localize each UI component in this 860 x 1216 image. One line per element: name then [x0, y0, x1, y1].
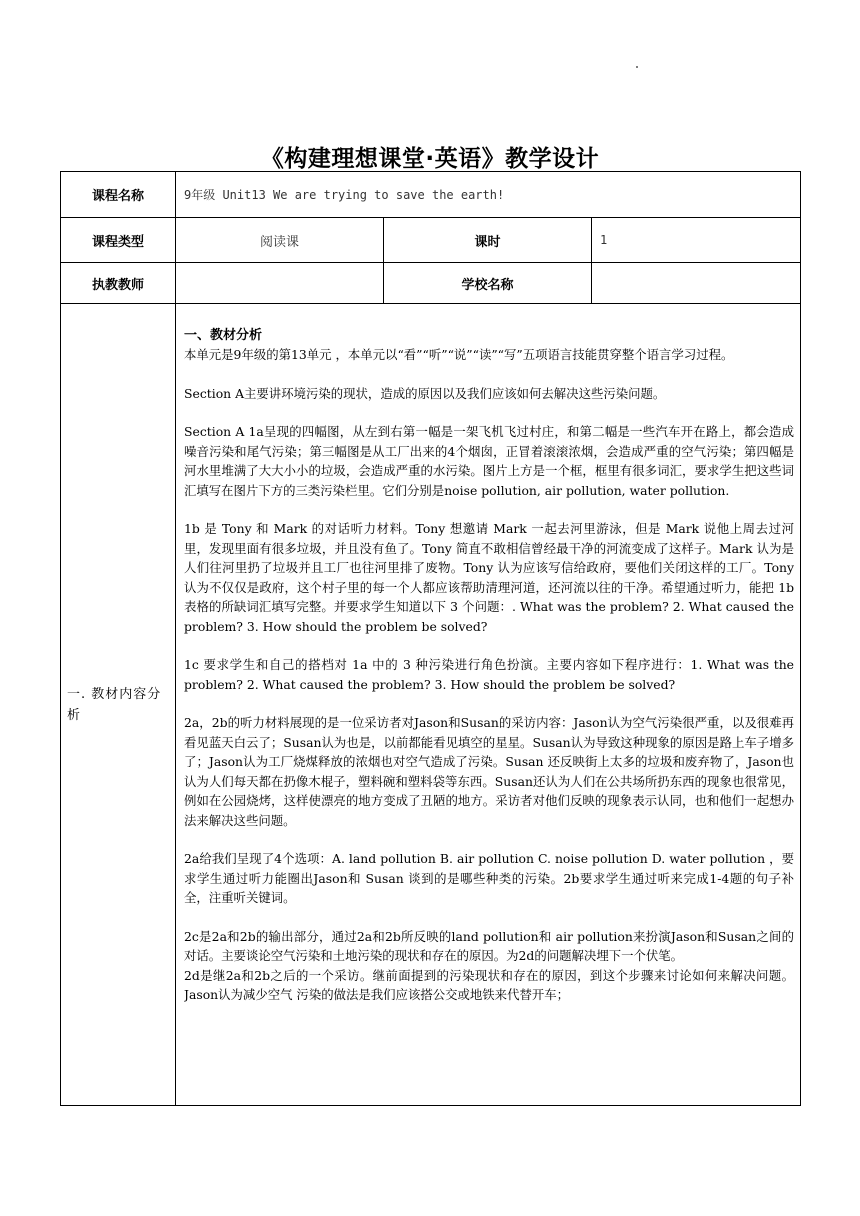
row-teacher	[61, 263, 801, 304]
paragraph-2: Section A主要讲环境污染的现状，造成的原因以及我们应该如何去解决这些污染问题。	[184, 385, 666, 401]
teacher-value	[176, 263, 384, 304]
course-type-value: 阅读课	[176, 218, 384, 263]
document-title: 《构建理想课堂·英语》教学设计	[260, 146, 600, 172]
lesson-plan-table	[60, 171, 801, 1106]
row-course-name	[61, 172, 801, 218]
section-heading: 一、教材分析	[184, 328, 263, 343]
row-course-type	[61, 218, 801, 263]
paragraph-8: 2c是2a和2b的输出部分，通过2a和2b所反映的land pollution和 air pollution来扮演Jason和Susan之间的对话。主要谈论空气污染和土地污染的现状和存在的原因。为2d的问题解决埋下一个伏笔。	[184, 928, 795, 963]
course-name-label: 课程名称	[61, 172, 176, 218]
period-label: 课时	[384, 218, 592, 263]
paragraph-4: 1b 是 Tony 和 Mark 的对话听力材料。Tony 想邀请 Mark 一起去河里游泳，但是 Mark 说他上周去过河里，发现里面有很多垃圾，并且没有鱼了。Tony 简直不敢相信曾经最干净的河流变成了这样子。Mark 认为是人们往河里扔了垃圾并且工厂也往河里排了废物。Tony 认为应该写信给政府，要他们关闭这样的工厂。Tony 认为不仅仅是政府，这个村子里的每一个人都应该帮助清理河道，还河流以往的干净。希望通过听力，能把 1b 表格的所缺词汇填写完整。并要求学生知道以下 3 个问题：. What was the problem? 2. What caused the problem? 3. How should the problem be solved?	[184, 521, 795, 634]
school-label: 学校名称	[384, 263, 592, 304]
paragraph-1: 本单元是9年级的第13单元 ，本单元以“看”“听”“说”“读”“写”五项语言技能贯穿整个语言学习过程。	[184, 347, 734, 362]
teacher-label: 执教教师	[61, 263, 176, 304]
paragraph-9: 2d是继2a和2b之后的一个采访。继前面提到的污染现状和存在的原因，到这个步骤来讨论如何来解决问题。Jason认为减少空气 污染的做法是我们应该搭公交或地铁来代替开车；	[184, 967, 795, 1002]
period-value: 1	[592, 218, 801, 263]
row-material-analysis	[61, 304, 801, 1106]
section-content	[176, 304, 801, 1106]
school-value	[592, 263, 801, 304]
paragraph-6: 2a，2b的听力材料展现的是一位采访者对Jason和Susan的采访内容：Jason认为空气污染很严重，以及很难再看见蓝天白云了；Susan认为也是，以前都能看见填空的星星。Susan认为导致这种现象的原因是路上车子增多了；Jason认为工厂烧煤释放的浓烟也对空气造成了污染。Susan 还反映街上太多的垃圾和废弃物了，Jason也认为人们每天都在扔像木棍子，塑料碗和塑料袋等东西。Susan还认为人们在公共场所扔东西的现象也很常见，例如在公园烧烤，这样使漂亮的地方变成了丑陋的地方。采访者对他们反映的现象表示认同，也和他们一起想办法来解决这些问题。	[184, 715, 795, 828]
course-type-label: 课程类型	[61, 218, 176, 263]
paragraph-5: 1c 要求学生和自己的搭档对 1a 中的 3 种污染进行角色扮演。主要内容如下程序进行：1. What was the problem? 2. What caused the problem? 3. How should the problem be solved?	[184, 657, 795, 692]
page-dot	[636, 66, 638, 68]
section-side-label: 一. 教材内容分析	[61, 304, 176, 1106]
paragraph-7: 2a给我们呈现了4个选项：A. land pollution B. air pollution C. noise pollution D. water pollution ，要求学生通过听力能圈出Jason和 Susan 谈到的是哪些种类的污染。2b要求学生通过听来完成1-4题的句子补全，注重听关键词。	[184, 851, 795, 905]
paragraph-3: Section A 1a呈现的四幅图，从左到右第一幅是一架飞机飞过村庄，和第二幅是一些汽车开在路上，都会造成噪音污染和尾气污染；第三幅图是从工厂出来的4个烟囱，正冒着滚滚浓烟，会造成严重的空气污染；第四幅是河水里堆满了大大小小的垃圾，会造成严重的水污染。图片上方是一个框，框里有很多词汇，要求学生把这些词汇填写在图片下方的三类污染栏里。它们分别是noise pollution, air pollution, water pollution.	[184, 424, 795, 498]
course-name-value: 9年级 Unit13 We are trying to save the earth!	[176, 172, 801, 218]
